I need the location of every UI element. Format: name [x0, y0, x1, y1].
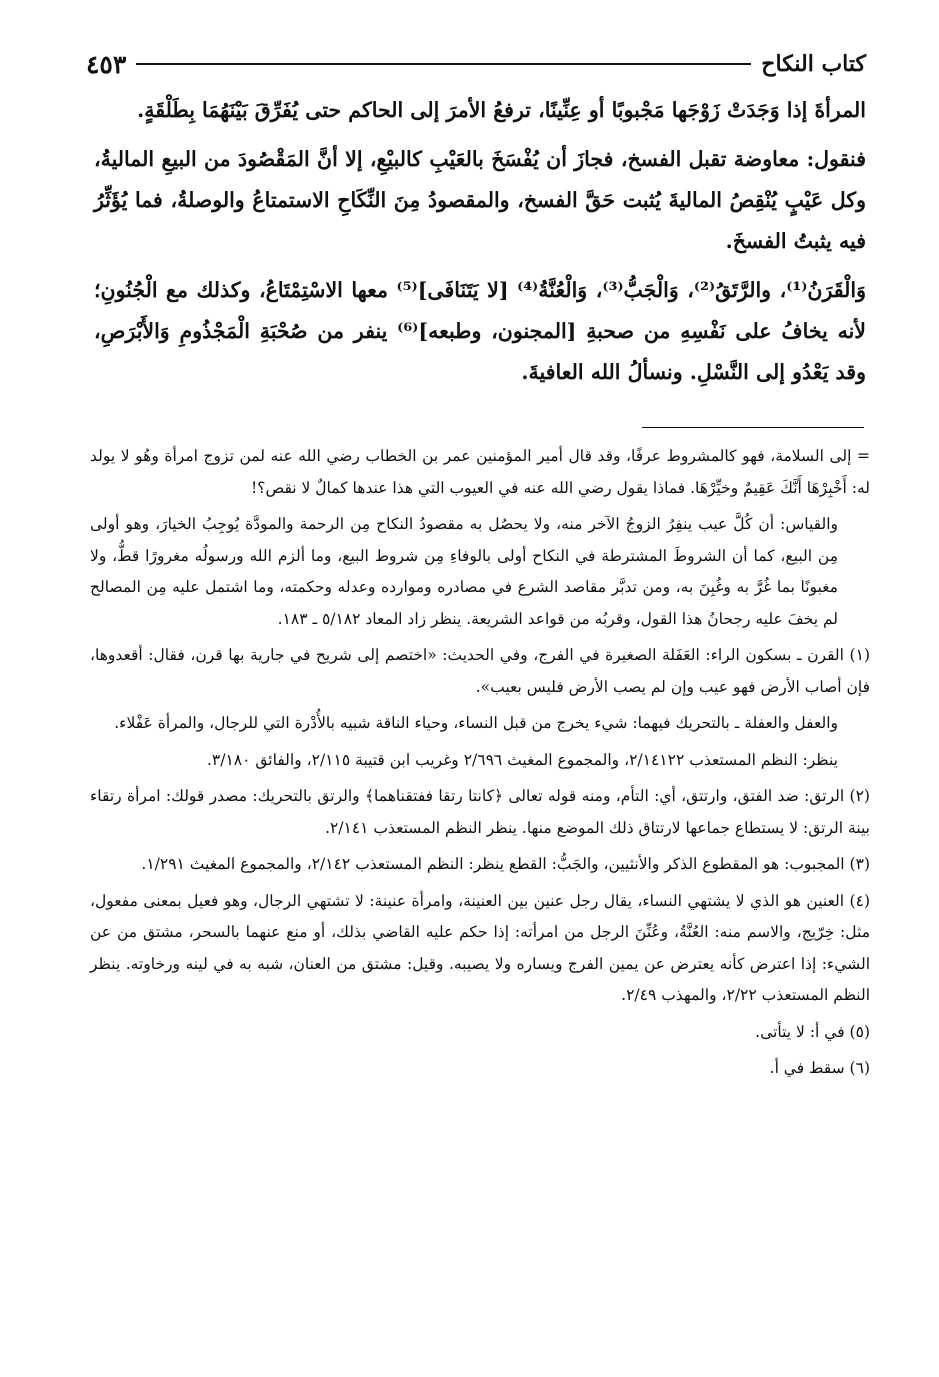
footnote — [90, 1053, 870, 1085]
page-header — [86, 44, 866, 84]
footnote-marker: (٥) — [849, 1022, 870, 1041]
footnote-text: في أ: لا يتأتى. — [755, 1022, 845, 1041]
footnotes — [90, 441, 870, 1090]
footnote-marker: (٢) — [849, 787, 870, 805]
footnote — [90, 849, 870, 881]
main-text — [94, 90, 866, 401]
footnote-marker: = — [857, 447, 870, 465]
footnote — [90, 781, 870, 844]
footnote — [90, 509, 870, 635]
footnote-text: الرتق: ضد الفتق، وارتتق، أي: التأم، ومنه قوله تعالى ﴿كانتا رتقا ففتقناهما﴾ والرتق بالتحريك: مصدر قولك: امرأة رتقاء بينة الرتق: لا يستطاع جماعها لارتتاق ذلك الموضع منها. ينظر النظم المستعذب ٢/١٤١. — [90, 787, 870, 837]
footnote-marker: (٣) — [849, 855, 870, 873]
footnote — [90, 886, 870, 1012]
footnote-text: سقط في أ. — [769, 1059, 845, 1077]
footnote-text: القرن ـ بسكون الراء: العَفَلة الصغيرة في الفرج، وفي الحديث: «اختصم إلى شريح في جارية بها قرن، فقال: أقعدوها، فإن أصاب الأرض فهو عيب وإن لم يصب الأرض فليس بعيب». — [90, 646, 870, 696]
footnote-text: المجبوب: هو المقطوع الذكر والأنثيين، والجَبُّ: القطع ينظر: النظم المستعذب ٢/١٤٢، والمجموع المغيث ١/٢٩١. — [141, 855, 845, 873]
main-paragraph: المرأةَ إذا وَجَدَتْ زَوْجَها مَجْبوبًا أو عِنِّينًا، ترفعُ الأمرَ إلى الحاكم حتى يُفَرِّقَ بَيْنَهُمَا بِطَلْقَةٍ. — [137, 98, 866, 122]
chapter-title: كتاب النكاح — [761, 51, 866, 77]
footnote-text: والقياس: أن كُلَّ عيب ينفِرُ الزوجُ الآخر منه، ولا يحصُل به مقصودُ النكاح مِن الرحمة والمودَّة يُوجِبُ الخيارَ، وهو أولى مِن البيع، كما أن الشروطَ المشترطة في النكاح أولى بالوفاءِ مِن شروط البيع، وما ألزم الله ورسولُه مغرورًا قطُّ، ولا مغبونًا بما غُرَّ به وغُبِنَ به، ومن تدبَّر مقاصد الشرع في مصادره وموارده وعدله وحكمته، وما اشتمل عليه مِن المصالح لم يخفَ عليه رجحانُ هذا القول، وقربُه من قواعد الشريعة. ينظر زاد المعاد ٥/١٨٢ ـ ١٨٣. — [90, 515, 838, 628]
footnote-marker: (١) — [849, 646, 870, 664]
footnote-text: والعفل والعفلة ـ بالتحريك فيهما: شيء يخرج من قبل النساء، وحياء الناقة شبيه بالأُدْرة التي للرجال، والمرأة عَفْلاء. — [114, 714, 838, 732]
footnote — [90, 1017, 870, 1049]
footnote-marker: (٦) — [849, 1059, 870, 1077]
footnote — [90, 441, 870, 504]
footnote-marker: (٤) — [849, 891, 870, 910]
footnote — [90, 745, 870, 777]
footnote — [90, 640, 870, 703]
page-number: ٤٥٣ — [86, 49, 127, 79]
footnote — [90, 708, 870, 740]
header-rule — [136, 63, 751, 65]
footnote-text: العنين هو الذي لا يشتهي النساء، يقال رجل عنين بين العنينة، وامرأة عنينة: لا تشتهي الرجال، وهو فعيل بمعنى مفعول، مثل: خِرّيج، والاسم منه: العُنَّةُ، وعُنِّنَ الرجل من امرأته: إذا حكم عليه القاضي بذلك، أو منع عنهما بالسحر، مشتق من عن الشيء: إذا اعترض كأنه يعترض عن يمين الفرج ويساره ولا يصيبه. وقيل: مشتق من العنان، شبه به في لينه ورخاوته. ينظر النظم المستعذب ٢/٢٢، والمهذب ٢/٤٩. — [90, 891, 870, 1004]
footnote-separator — [642, 427, 864, 428]
footnote-text: ينظر: النظم المستعذب ٢/١٤١٢٢، والمجموع المغيث ٢/٦٩٦ وغريب ابن قتيبة ٢/١١٥، والفائق ٣/١٨٠. — [206, 750, 838, 769]
main-paragraph: فنقول: معاوضة تقبل الفسخ، فجازَ أن يُفْسَخَ بالعَيْبِ كالبيْعِ، إلا أنَّ المَقْصُودَ من البيعِ الماليةُ، وكل عَيْبٍ يُنْقِصُ الماليةَ يُثبت حَقَّ الفسخ، والمقصودُ مِنَ النِّكَاحِ الاستمتاعُ والوصلةُ، فما يُؤَثِّرُ فيه يثبتُ الفسخَ. — [94, 147, 866, 253]
main-paragraph: وَالْقَرَنُ⁽¹⁾، والرَّتَقُ⁽²⁾، وَالْجَبُّ⁽³⁾، وَالْعُنَّةُ⁽⁴⁾ [لا يَتَنَافَى]⁽⁵⁾ معها الاسْتِمْتَاعُ، وكذلك مع الْجُنُونِ؛ لأنه يخافُ على نَفْسِهِ من صحبةِ [المجنون، وطبعه]⁽⁶⁾ ينفر من صُحْبَةِ الْمَجْذُومِ وَالأَبْرَصِ، وقد يَعْدُو إلى النَّسْلِ. ونسألُ الله العافيةَ. — [94, 278, 866, 384]
footnote-text: إلى السلامة، فهو كالمشروط عرفًا، وقد قال أمير المؤمنين عمر بن الخطاب رضي الله عنه لمن تزوج امرأة وهُو لا يولد له: أَخْبِرْهَا أَنَّكَ عَقِيمٌ وخيِّرْهَا. فماذا يقول رضي الله عنه في العيوب التي هذا عندها كمالٌ لا نقص؟! — [90, 447, 870, 497]
